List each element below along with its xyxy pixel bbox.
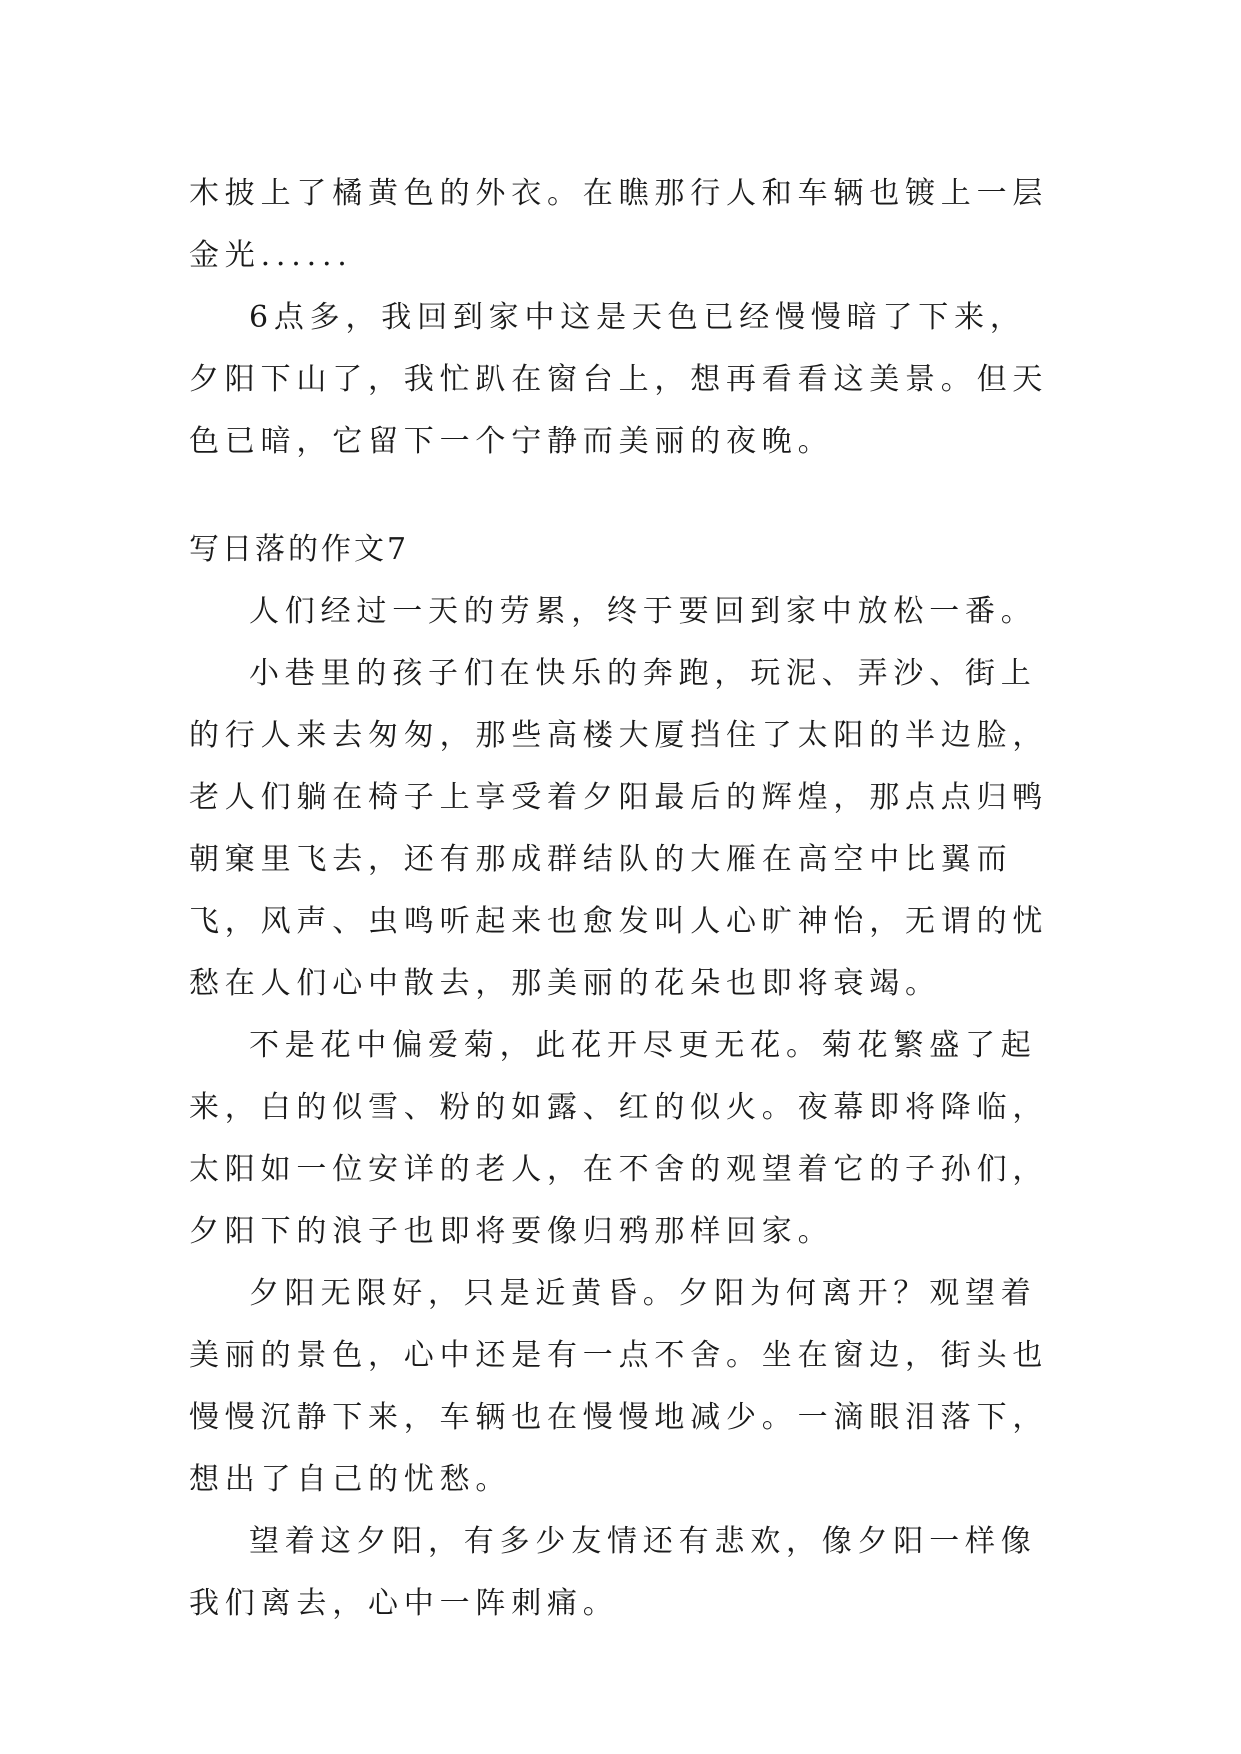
paragraph: 望着这夕阳，有多少友情还有悲欢，像夕阳一样像我们离去，心中一阵刺痛。 xyxy=(189,1524,1037,1621)
section-title: 写日落的作文7 xyxy=(189,532,410,567)
paragraph: 人们经过一天的劳累，终于要回到家中放松一番。 xyxy=(249,594,1037,629)
paragraph: 小巷里的孩子们在快乐的奔跑，玩泥、弄沙、街上的行人来去匆匆，那些高楼大厦挡住了太阳的半边脸，老人们躺在椅子上享受着夕阳最后的辉煌，那点点归鸭朝窠里飞去，还有那成群结队的大雁在高空中比翼而飞，风声、虫鸣听起来也愈发叫人心旷神怡，无谓的忧愁在人们心中散去，那美丽的花朵也即将衰竭。 xyxy=(189,656,1049,1001)
paragraph: 不是花中偏爱菊，此花开尽更无花。菊花繁盛了起来，白的似雪、粉的如露、红的似火。夜幕即将降临，太阳如一位安详的老人，在不舍的观望着它的子孙们，夕阳下的浪子也即将要像归鸦那样回家。 xyxy=(189,1028,1049,1249)
document-body xyxy=(189,163,1054,1635)
paragraph: 夕阳无限好，只是近黄昏。夕阳为何离开？观望着美丽的景色，心中还是有一点不舍。坐在窗边，街头也慢慢沉静下来，车辆也在慢慢地减少。一滴眼泪落下，想出了自己的忧愁。 xyxy=(189,1276,1049,1497)
paragraph: 6点多，我回到家中这是天色已经慢慢暗了下来，夕阳下山了，我忙趴在窗台上，想再看看这美景。但天色已暗，它留下一个宁静而美丽的夜晚。 xyxy=(189,300,1049,459)
paragraph-continuation: 木披上了橘黄色的外衣。在瞧那行人和车辆也镀上一层金光...... xyxy=(189,176,1049,273)
